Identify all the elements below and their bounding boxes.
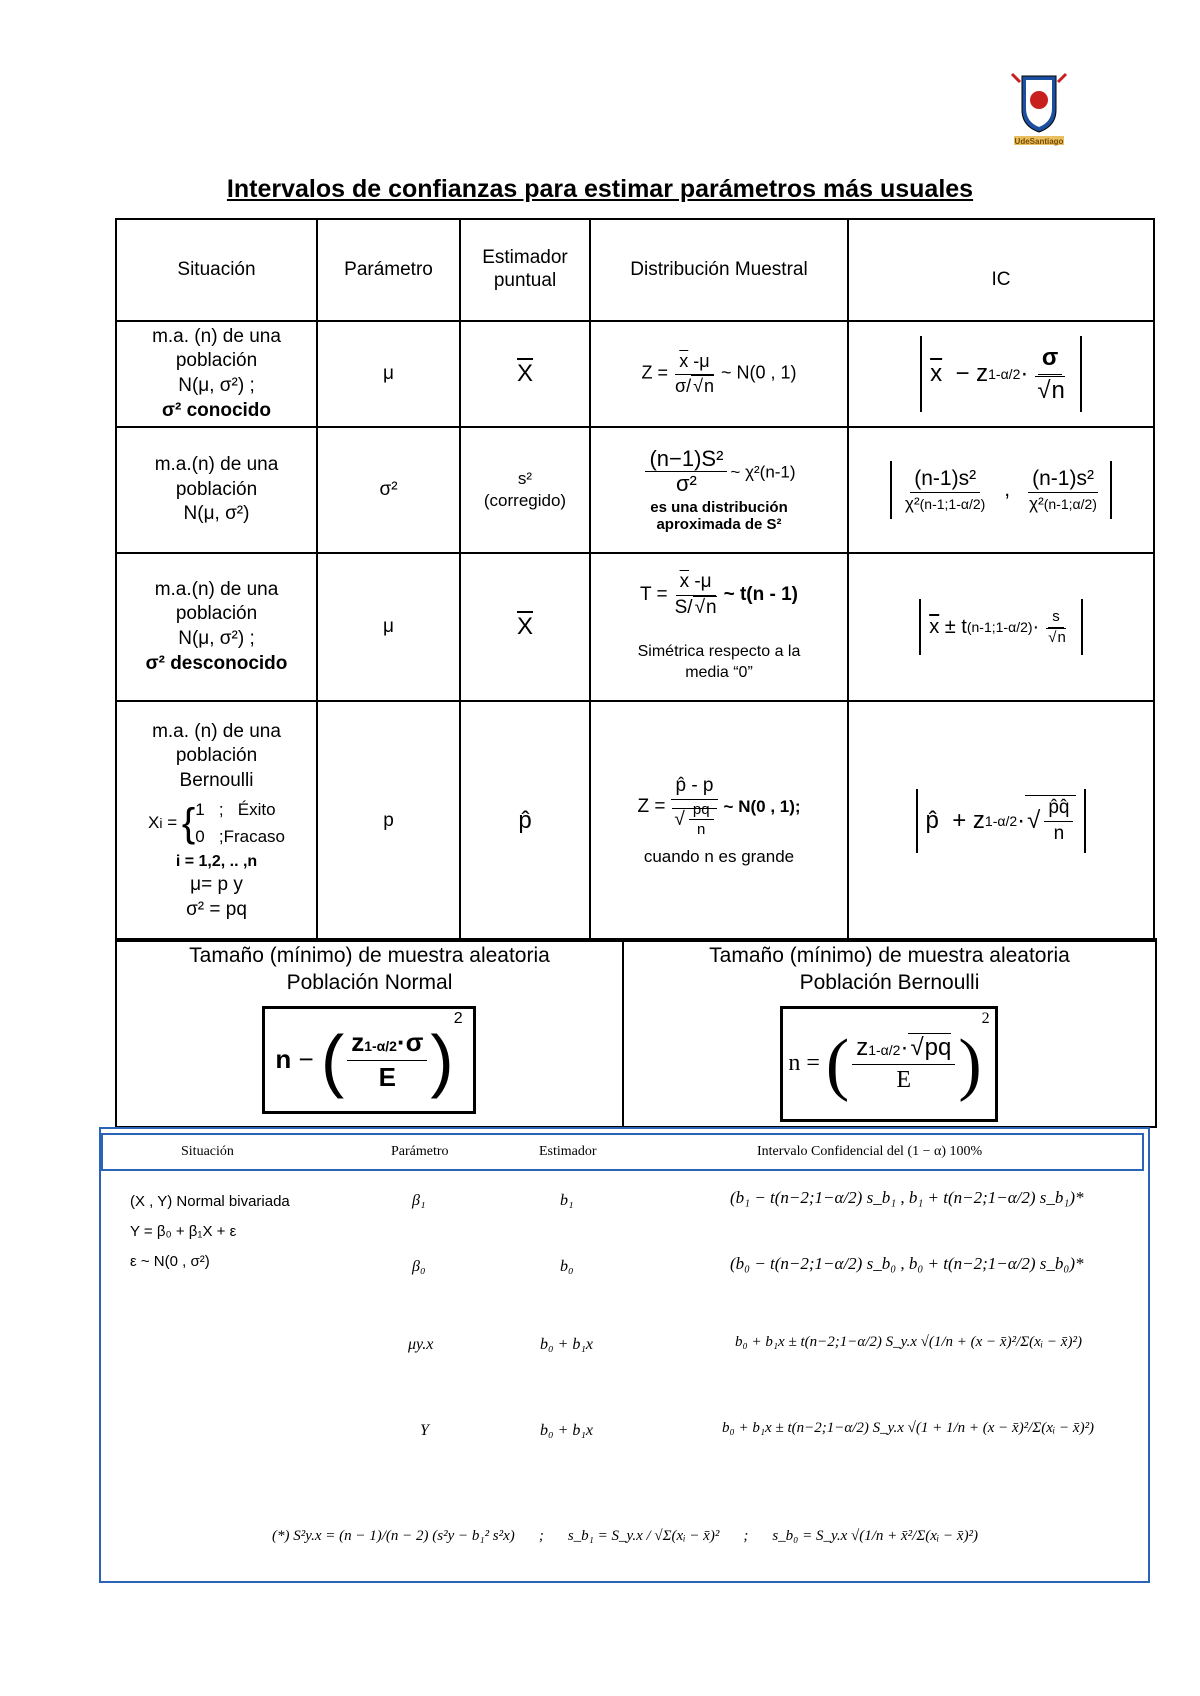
estimador-cell: p̂ [460, 701, 590, 941]
parametro-cell: p [317, 701, 460, 941]
header-situacion: Situación [116, 219, 317, 321]
confidence-interval-table [115, 218, 1155, 942]
table-row [116, 553, 1154, 701]
reg-ic-y: b₀ + b₁x ± t(n−2;1−α/2) S_y.x √(1 + 1/n + (x − x̄)²/Σ(xᵢ − x̄)²) [722, 1420, 1095, 1436]
distribucion-cell: Z = $\frac{\overline{x} -\mu}{\sigma/ √ n}$ ~ N(0 , 1) [590, 321, 848, 427]
distribucion-cell: T = $\frac{\overline{x} -\mu}{S/ √ n}$ ~ t(n - 1) Simétrica respecto a la media “0” [590, 553, 848, 701]
estimador-cell: $\overline{X}$ [460, 553, 590, 701]
distribucion-cell: Z = p̂ - p √ $\frac{pq}{n}$ ~ N(0 , 1); cuando n es grande [590, 701, 848, 941]
parametro-cell: μ [317, 553, 460, 701]
regression-header [101, 1133, 1144, 1171]
table-row [116, 427, 1154, 553]
parametro-cell: μ [317, 321, 460, 427]
header-estimador: Estimador puntual [460, 219, 590, 321]
parametro-cell: σ² [317, 427, 460, 553]
sample-size-section [115, 938, 1157, 1128]
header-parametro: Parámetro [317, 219, 460, 321]
reg-param-b1: β₁ [412, 1192, 426, 1209]
normal-formula: n − ( $\frac{z1-\alpha/2\cdot\sigma}{E}$ ) $^2$ [262, 1006, 476, 1114]
sample-size-bernoulli: Tamaño (mínimo) de muestra aleatoria Población Bernoulli n = ( $\frac{z1-\alpha/2\cdot √ pq}{E}$ ) $^2$ [624, 940, 1155, 1126]
reg-ic-b0: (b₀ − t(n−2;1−α/2) s_b₀ , b₀ + t(n−2;1−α/2) s_b₀)* [730, 1254, 1084, 1273]
regression-footnote: (*) S²y.x = (n − 1)/(n − 2) (s²y − b₁² s²x) ; s_b₁ = S_y.x / √Σ(xᵢ − x̄)² ; s_b₀ = S_y.x √(1/n + x̄²/Σ(xᵢ − x̄)²) [272, 1528, 979, 1544]
situacion-cell: m.a. (n) de una población Bernoulli Xi = { 1 ; Éxito 0 ;Fracaso i = 1,2, .. ,n μ= p y σ² = pq [116, 701, 317, 941]
reg-est-myx: b₀ + b₁x [540, 1336, 594, 1353]
header-distribucion: Distribución Muestral [590, 219, 848, 321]
distribucion-cell: $\frac{\text{(n−1)S²}}{\text{σ²}}$ ~ χ²(n-1) es una distribución aproximada de S² [590, 427, 848, 553]
estimador-cell: $\overline{X}$ [460, 321, 590, 427]
reg-header-intervalo: Intervalo Confidencial del (1 − α) 100% [757, 1144, 983, 1159]
reg-ic-b1: (b₁ − t(n−2;1−α/2) s_b₁ , b₁ + t(n−2;1−α/2) s_b₁)* [730, 1188, 1084, 1207]
estimador-cell: s² (corregido) [460, 427, 590, 553]
ic-cell: p̂ + z 1-α/2 · √ $\frac{p̂q̂}{n}$ [848, 701, 1154, 941]
bernoulli-formula: n = ( $\frac{z1-\alpha/2\cdot √ pq}{E}$ ) $^2$ [780, 1006, 998, 1122]
svg-text:UdeSantiago: UdeSantiago [1014, 137, 1064, 146]
situacion-cell: m.a.(n) de una población N(μ, σ²) ; σ² desconocido [116, 553, 317, 701]
situacion-cell: m.a.(n) de una población N(μ, σ²) [116, 427, 317, 553]
sample-size-normal: Tamaño (mínimo) de muestra aleatoria Población Normal n − ( $\frac{z1-\alpha/2\cdot\sigma}{E}$ ) $^2$ [117, 940, 624, 1126]
reg-ic-myx: b₀ + b₁x ± t(n−2;1−α/2) S_y.x √(1/n + (x − x̄)²/Σ(xᵢ − x̄)²) [735, 1334, 1082, 1350]
header-ic: IC [848, 219, 1154, 321]
reg-est-y: b₀ + b₁x [540, 1422, 594, 1439]
reg-param-b0: β₀ [412, 1258, 426, 1275]
reg-est-b0: b₀ [560, 1258, 574, 1275]
reg-est-b1: b₁ [560, 1192, 574, 1209]
university-logo [1008, 70, 1070, 148]
page-title: Intervalos de confianzas para estimar parámetros más usuales [226, 175, 974, 203]
regression-situacion: (X , Y) Normal bivariada Y = β₀ + β₁X + ε ε ~ N(0 , σ²) [130, 1193, 290, 1270]
reg-param-myx: μy.x [408, 1336, 434, 1353]
table-row [116, 701, 1154, 941]
reg-header-parametro: Parámetro [391, 1144, 449, 1159]
table-row [116, 321, 1154, 427]
ic-cell: $\overline{x}$ − z 1-α/2 · σ √ n [848, 321, 1154, 427]
reg-header-situacion: Situación [181, 1144, 234, 1159]
reg-param-y: Y [420, 1422, 429, 1439]
ic-cell: $\overline{x}$ ± t (n-1;1-α/2) · s √ n [848, 553, 1154, 701]
table-header-row [116, 219, 1154, 321]
reg-header-estimador: Estimador [539, 1144, 597, 1159]
ic-cell: $\frac{\text{(n-1)s²}}{\text{χ²(n-1;1-α/2)}}$ , $\frac{\text{(n-1)s²}}{\text{χ²(n-1;α/2)}}$ [848, 427, 1154, 553]
situacion-cell: m.a. (n) de una población N(μ, σ²) ; σ² conocido [116, 321, 317, 427]
